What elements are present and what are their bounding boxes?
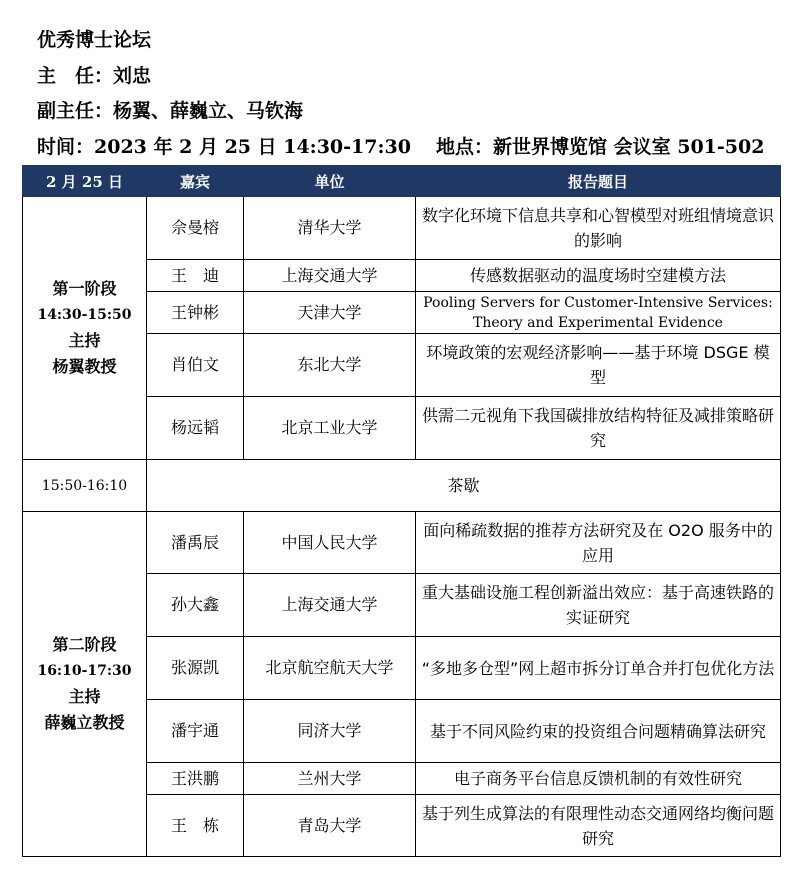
unit-cell: 兰州大学 [244,763,416,795]
unit-cell: 东北大学 [244,334,416,397]
stage2-time: 16:10-17:30 [37,663,132,679]
vice-chair-line: 副主任：杨翼、薛巍立、马钦海 [37,100,304,122]
stage2-host: 薛巍立教授 [44,713,125,732]
location-label: 地点：新世界博览馆 会议室 [436,136,678,158]
unit-cell: 同济大学 [244,700,416,763]
topic-cell: “多地多仓型”网上超市拆分订单合并打包优化方法 [416,637,781,700]
break-label: 茶歇 [147,460,781,512]
speaker-cell: 王洪鹏 [147,763,244,795]
topic-cell: Pooling Servers for Customer-Intensive Services: Theory and Experimental Evidence [416,292,781,334]
topic-cell: 基于列生成算法的有限理性动态交通网络均衡问题研究 [416,795,781,857]
time-label: 时间： [37,136,95,158]
unit-cell: 上海交通大学 [244,260,416,292]
break-row [23,460,781,512]
stage1-role: 主持 [68,331,101,350]
header-topic: 报告题目 [416,166,781,197]
location-room: 501-502 [677,136,765,158]
speaker-cell: 王 迪 [147,260,244,292]
topic-cell: 基于不同风险约束的投资组合问题精确算法研究 [416,700,781,763]
header-unit: 单位 [244,166,416,197]
table-row [23,512,781,574]
stage1-name: 第一阶段 [52,279,117,298]
time-location-line [37,135,765,159]
stage1-host: 杨翼教授 [52,357,117,376]
table-header-row [23,166,781,197]
unit-cell: 青岛大学 [244,795,416,857]
topic-cell: 重大基础设施工程创新溢出效应：基于高速铁路的实证研究 [416,574,781,637]
speaker-cell: 孙大鑫 [147,574,244,637]
header-speaker: 嘉宾 [147,166,244,197]
forum-title: 优秀博士论坛 [37,29,152,51]
unit-cell: 天津大学 [244,292,416,334]
topic-cell: 电子商务平台信息反馈机制的有效性研究 [416,763,781,795]
topic-cell: 传感数据驱动的温度场时空建模方法 [416,260,781,292]
speaker-cell: 肖伯文 [147,334,244,397]
unit-cell: 北京工业大学 [244,397,416,460]
stage2-name: 第二阶段 [52,635,117,654]
speaker-cell: 潘宇通 [147,700,244,763]
speaker-cell: 王钟彬 [147,292,244,334]
topic-cell: 供需二元视角下我国碳排放结构特征及减排策略研究 [416,397,781,460]
stage1-cell [23,197,147,460]
topic-cell: 面向稀疏数据的推荐方法研究及在 O2O 服务中的应用 [416,512,781,574]
speaker-cell: 佘曼榕 [147,197,244,260]
unit-cell: 清华大学 [244,197,416,260]
time-value: 2023 年 2 月 25 日 14:30-17:30 [94,136,411,158]
schedule-table [22,165,781,857]
stage2-cell [23,512,147,857]
speaker-cell: 王 栋 [147,795,244,857]
speaker-cell: 杨远韬 [147,397,244,460]
table-row [23,197,781,260]
topic-cell: 环境政策的宏观经济影响——基于环境 DSGE 模型 [416,334,781,397]
stage2-role: 主持 [68,687,101,706]
stage1-time: 14:30-15:50 [37,307,132,323]
chair-line: 主 任：刘忠 [37,65,152,87]
speaker-cell: 潘禹辰 [147,512,244,574]
topic-cell: 数字化环境下信息共享和心智模型对班组情境意识的影响 [416,197,781,260]
break-time: 15:50-16:10 [23,460,147,512]
location [436,135,764,159]
speaker-cell: 张源凯 [147,637,244,700]
unit-cell: 北京航空航天大学 [244,637,416,700]
unit-cell: 上海交通大学 [244,574,416,637]
header-date: 2 月 25 日 [23,166,147,197]
unit-cell: 中国人民大学 [244,512,416,574]
